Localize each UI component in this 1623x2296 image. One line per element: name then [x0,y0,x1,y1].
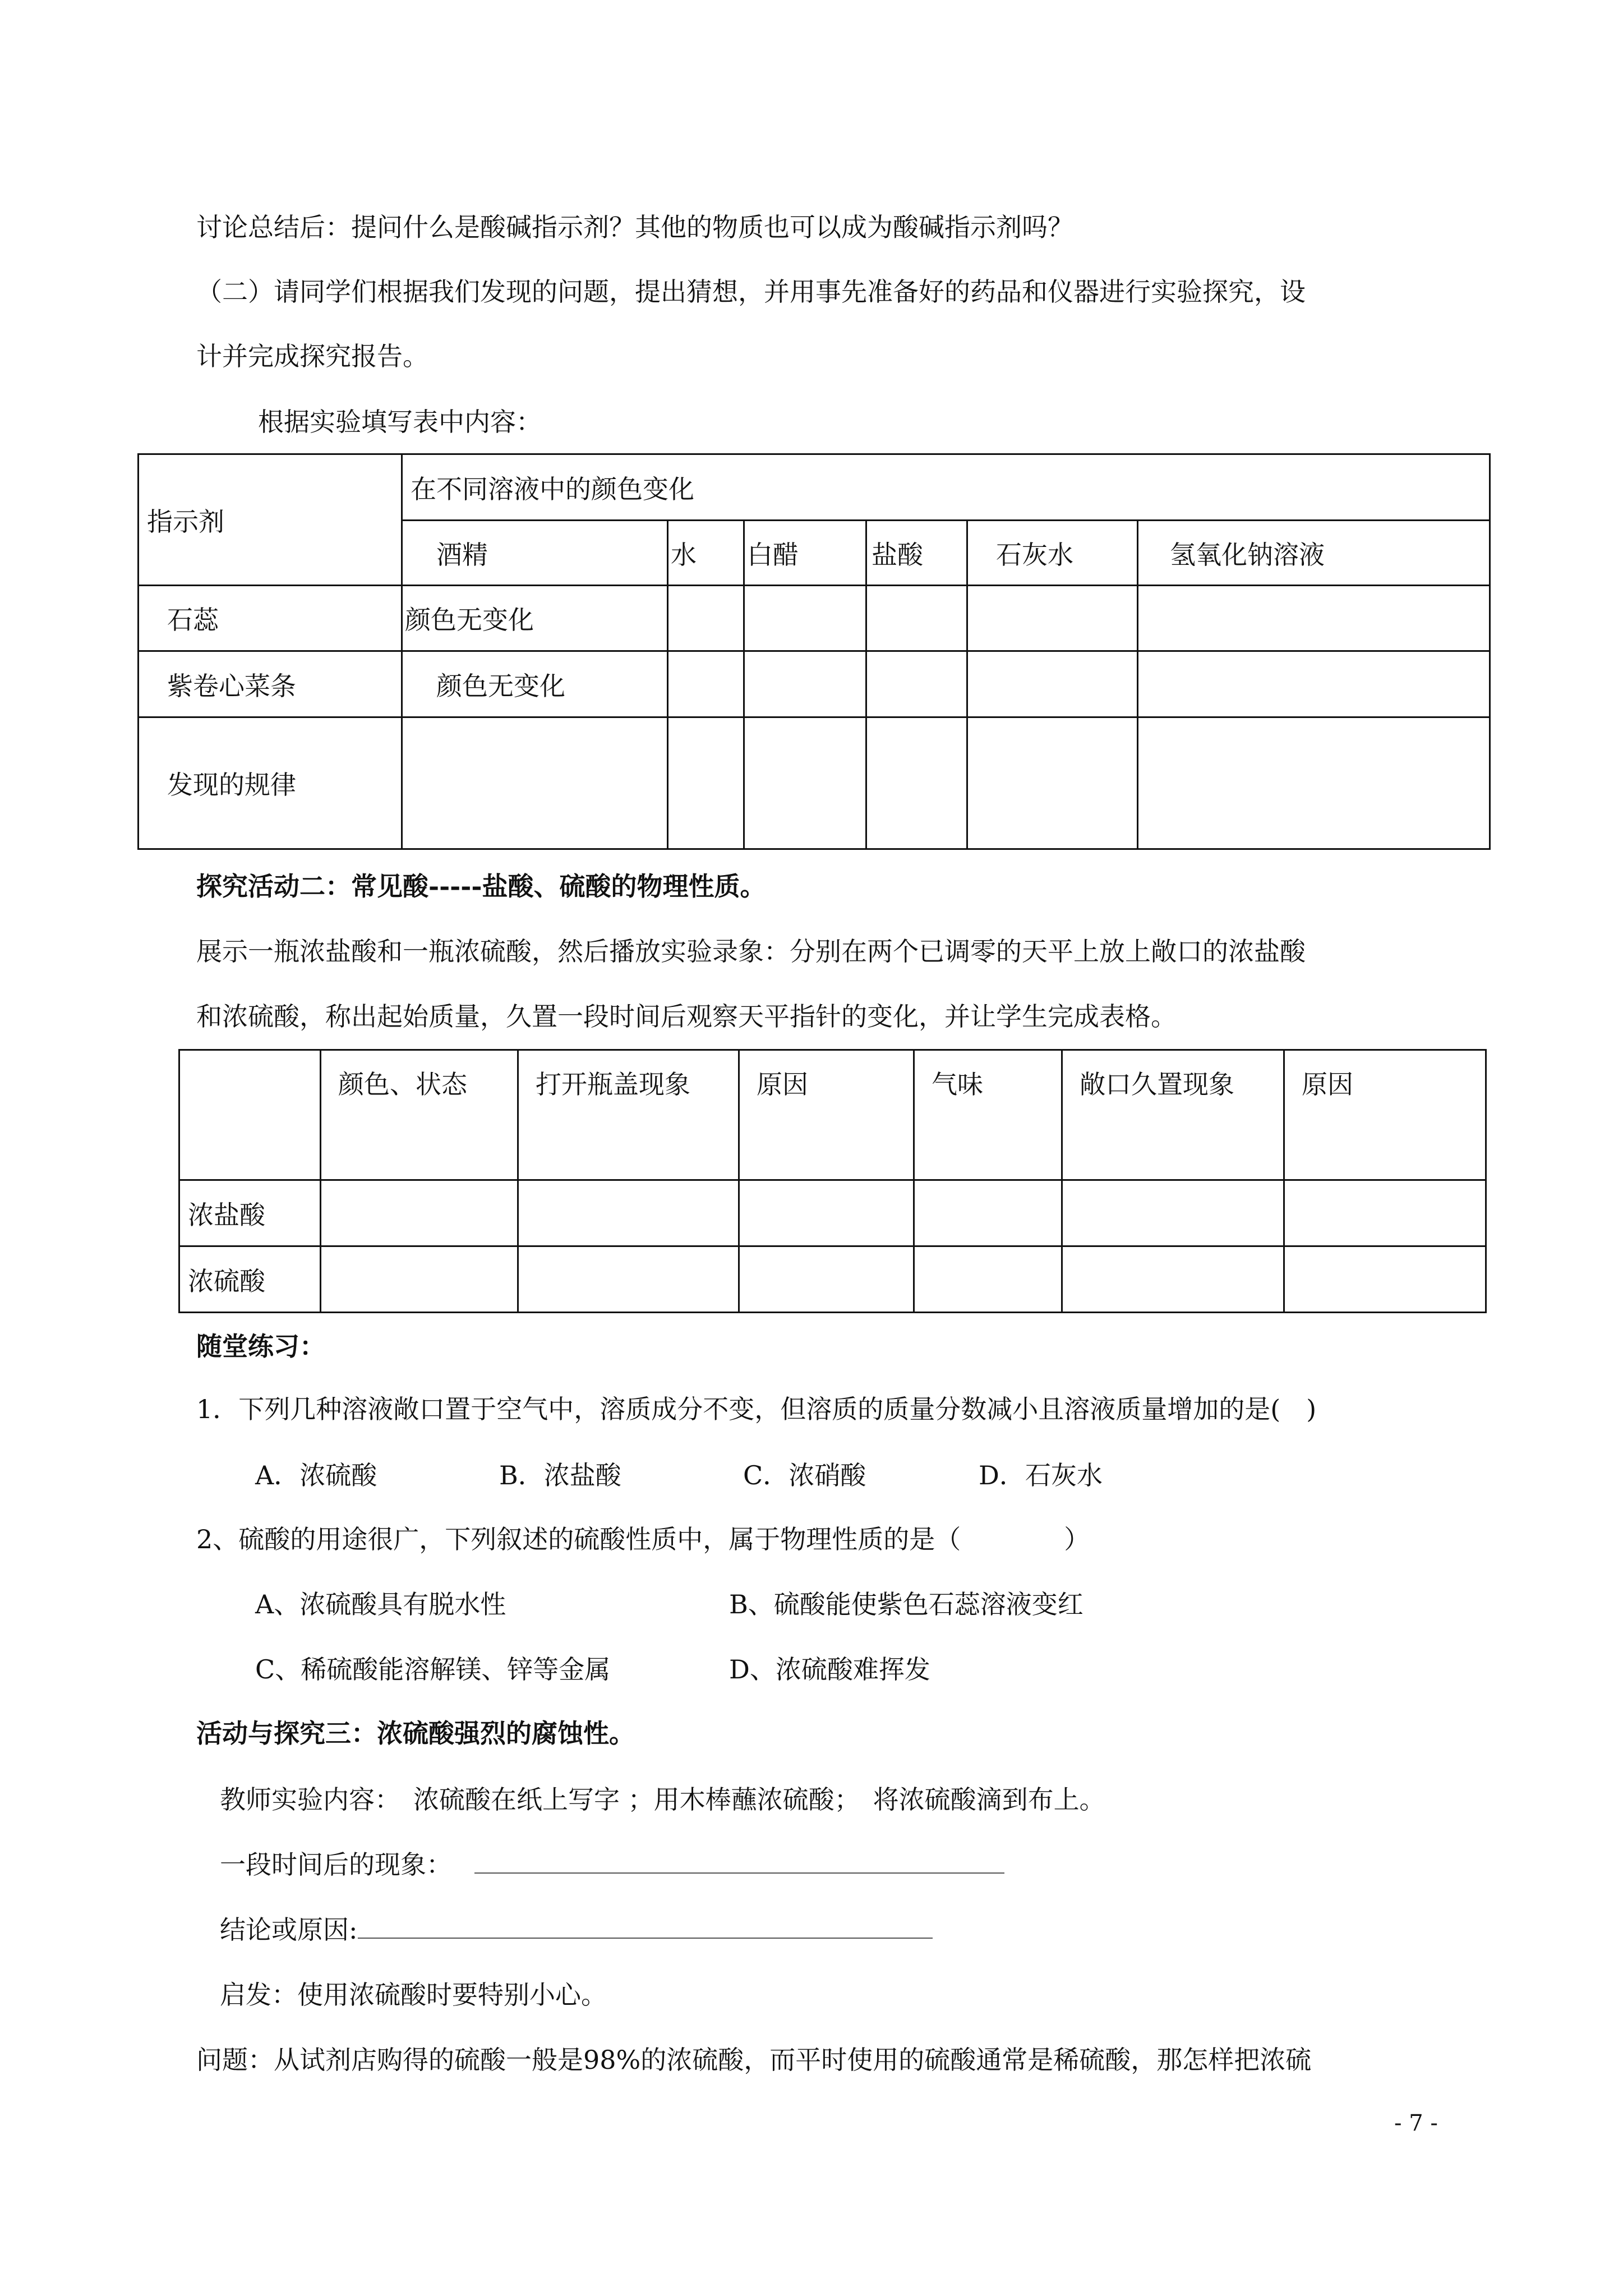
phenomenon-answer-blank[interactable] [474,1848,1004,1874]
teacher-experiment: 教师实验内容： 浓硫酸在纸上写字 ；用木棒蘸浓硫酸； 将浓硫酸滴到布上。 [220,1784,1105,1815]
table-cell [1062,1180,1284,1246]
table-cell [518,1246,739,1313]
table-cell [1062,1246,1284,1313]
activity3-title: 活动与探究三：浓硫酸强烈的腐蚀性。 [196,1718,635,1749]
row-label-pattern: 发现的规律 [139,717,402,849]
q1-option-d: D．石灰水 [979,1460,1103,1490]
color-change-header: 在不同溶液中的颜色变化 [402,454,1490,521]
phenomenon-label: 一段时间后的现象： [220,1849,452,1880]
activity2-title: 探究活动二：常见酸-----盐酸、硫酸的物理性质。 [196,871,766,901]
table1-instruction: 根据实验填写表中内容： [258,407,542,437]
header-odor: 气味 [914,1050,1062,1180]
table-cell [739,1180,914,1246]
intro-line-1: 讨论总结后：提问什么是酸碱指示剂？其他的物质也可以成为酸碱指示剂吗？ [196,212,1073,242]
intro-line-2: （二）请同学们根据我们发现的问题，提出猜想，并用事先准备好的药品和仪器进行实验探究，设 [196,277,1306,307]
practice-title: 随堂练习： [196,1331,325,1361]
header-open-cap: 打开瓶盖现象 [518,1050,739,1180]
conclusion-answer-blank[interactable] [358,1913,933,1939]
conclusion-label: 结论或原因: [220,1915,358,1945]
table-cell [744,651,866,717]
q2-option-c: C、稀硫酸能溶解镁、锌等金属 [255,1654,611,1685]
header-reason-2: 原因 [1284,1050,1486,1180]
header-reason-1: 原因 [739,1050,914,1180]
table-cell [321,1180,518,1246]
page-number: - 7 - [1394,2110,1438,2136]
table-cell [1138,651,1490,717]
row-label-h2so4: 浓硫酸 [179,1246,321,1313]
q2-option-a: A、浓硫酸具有脱水性 [255,1589,506,1619]
dilution-question: 问题：从试剂店购得的硫酸一般是98%的浓硫酸，而平时使用的硫酸通常是稀硫酸，那怎样把浓硫 [196,2045,1312,2075]
question-1: 1．下列几种溶液敞口置于空气中，溶质成分不变，但溶质的质量分数减小且溶液质量增加的是( ) [196,1394,1317,1424]
table-cell [402,717,668,849]
q2-option-d: D、浓硫酸难挥发 [729,1654,930,1685]
table-cell [866,651,967,717]
table-cell [1138,717,1490,849]
q1-option-c: C．浓硝酸 [743,1460,866,1490]
row-label-hcl: 浓盐酸 [179,1180,321,1246]
table-header-empty [179,1050,321,1180]
row-label-litmus: 石蕊 [139,586,402,651]
table-cell [1138,586,1490,651]
indicator-header: 指示剂 [139,454,402,586]
indicator-table [137,453,1491,850]
phenomenon-row [220,1848,1004,1881]
table-cell [739,1246,914,1313]
intro-line-3: 计并完成探究报告。 [196,341,428,371]
activity2-desc-line-1: 展示一瓶浓盐酸和一瓶浓硫酸，然后播放实验录象：分别在两个已调零的天平上放上敞口的浓盐酸 [196,936,1306,967]
table-cell [914,1180,1062,1246]
table-cell [866,586,967,651]
table-cell: 颜色无变化 [402,651,668,717]
table-cell [967,717,1138,849]
question-2: 2、硫酸的用途很广，下列叙述的硫酸性质中，属于物理性质的是（ ） [196,1524,1090,1554]
table-cell [914,1246,1062,1313]
table-cell [1284,1246,1486,1313]
conclusion-row [220,1913,933,1947]
header-exposed: 敞口久置现象 [1062,1050,1284,1180]
table-cell [967,651,1138,717]
col-alcohol: 酒精 [402,521,668,586]
q1-option-b: B．浓盐酸 [499,1460,621,1490]
header-color-state: 颜色、状态 [321,1050,518,1180]
acid-properties-table [178,1049,1487,1313]
col-sodium-hydroxide: 氢氧化钠溶液 [1138,521,1490,586]
col-vinegar: 白醋 [744,521,866,586]
table-cell [744,717,866,849]
table-cell [866,717,967,849]
table-cell [321,1246,518,1313]
row-label-purple-cabbage: 紫卷心菜条 [139,651,402,717]
table-cell [1284,1180,1486,1246]
table-cell [518,1180,739,1246]
inspiration-line: 启发：使用浓硫酸时要特别小心。 [220,1980,607,2010]
table-cell [744,586,866,651]
col-hydrochloric-acid: 盐酸 [866,521,967,586]
table-cell [668,586,744,651]
table-cell [668,717,744,849]
col-limewater: 石灰水 [967,521,1138,586]
table-cell [967,586,1138,651]
activity2-desc-line-2: 和浓硫酸，称出起始质量，久置一段时间后观察天平指针的变化，并让学生完成表格。 [196,1001,1177,1032]
table-cell: 颜色无变化 [402,586,668,651]
col-water: 水 [668,521,744,586]
q1-option-a: A．浓硫酸 [255,1460,377,1490]
q2-option-b: B、硫酸能使紫色石蕊溶液变红 [729,1589,1083,1619]
table-cell [668,651,744,717]
